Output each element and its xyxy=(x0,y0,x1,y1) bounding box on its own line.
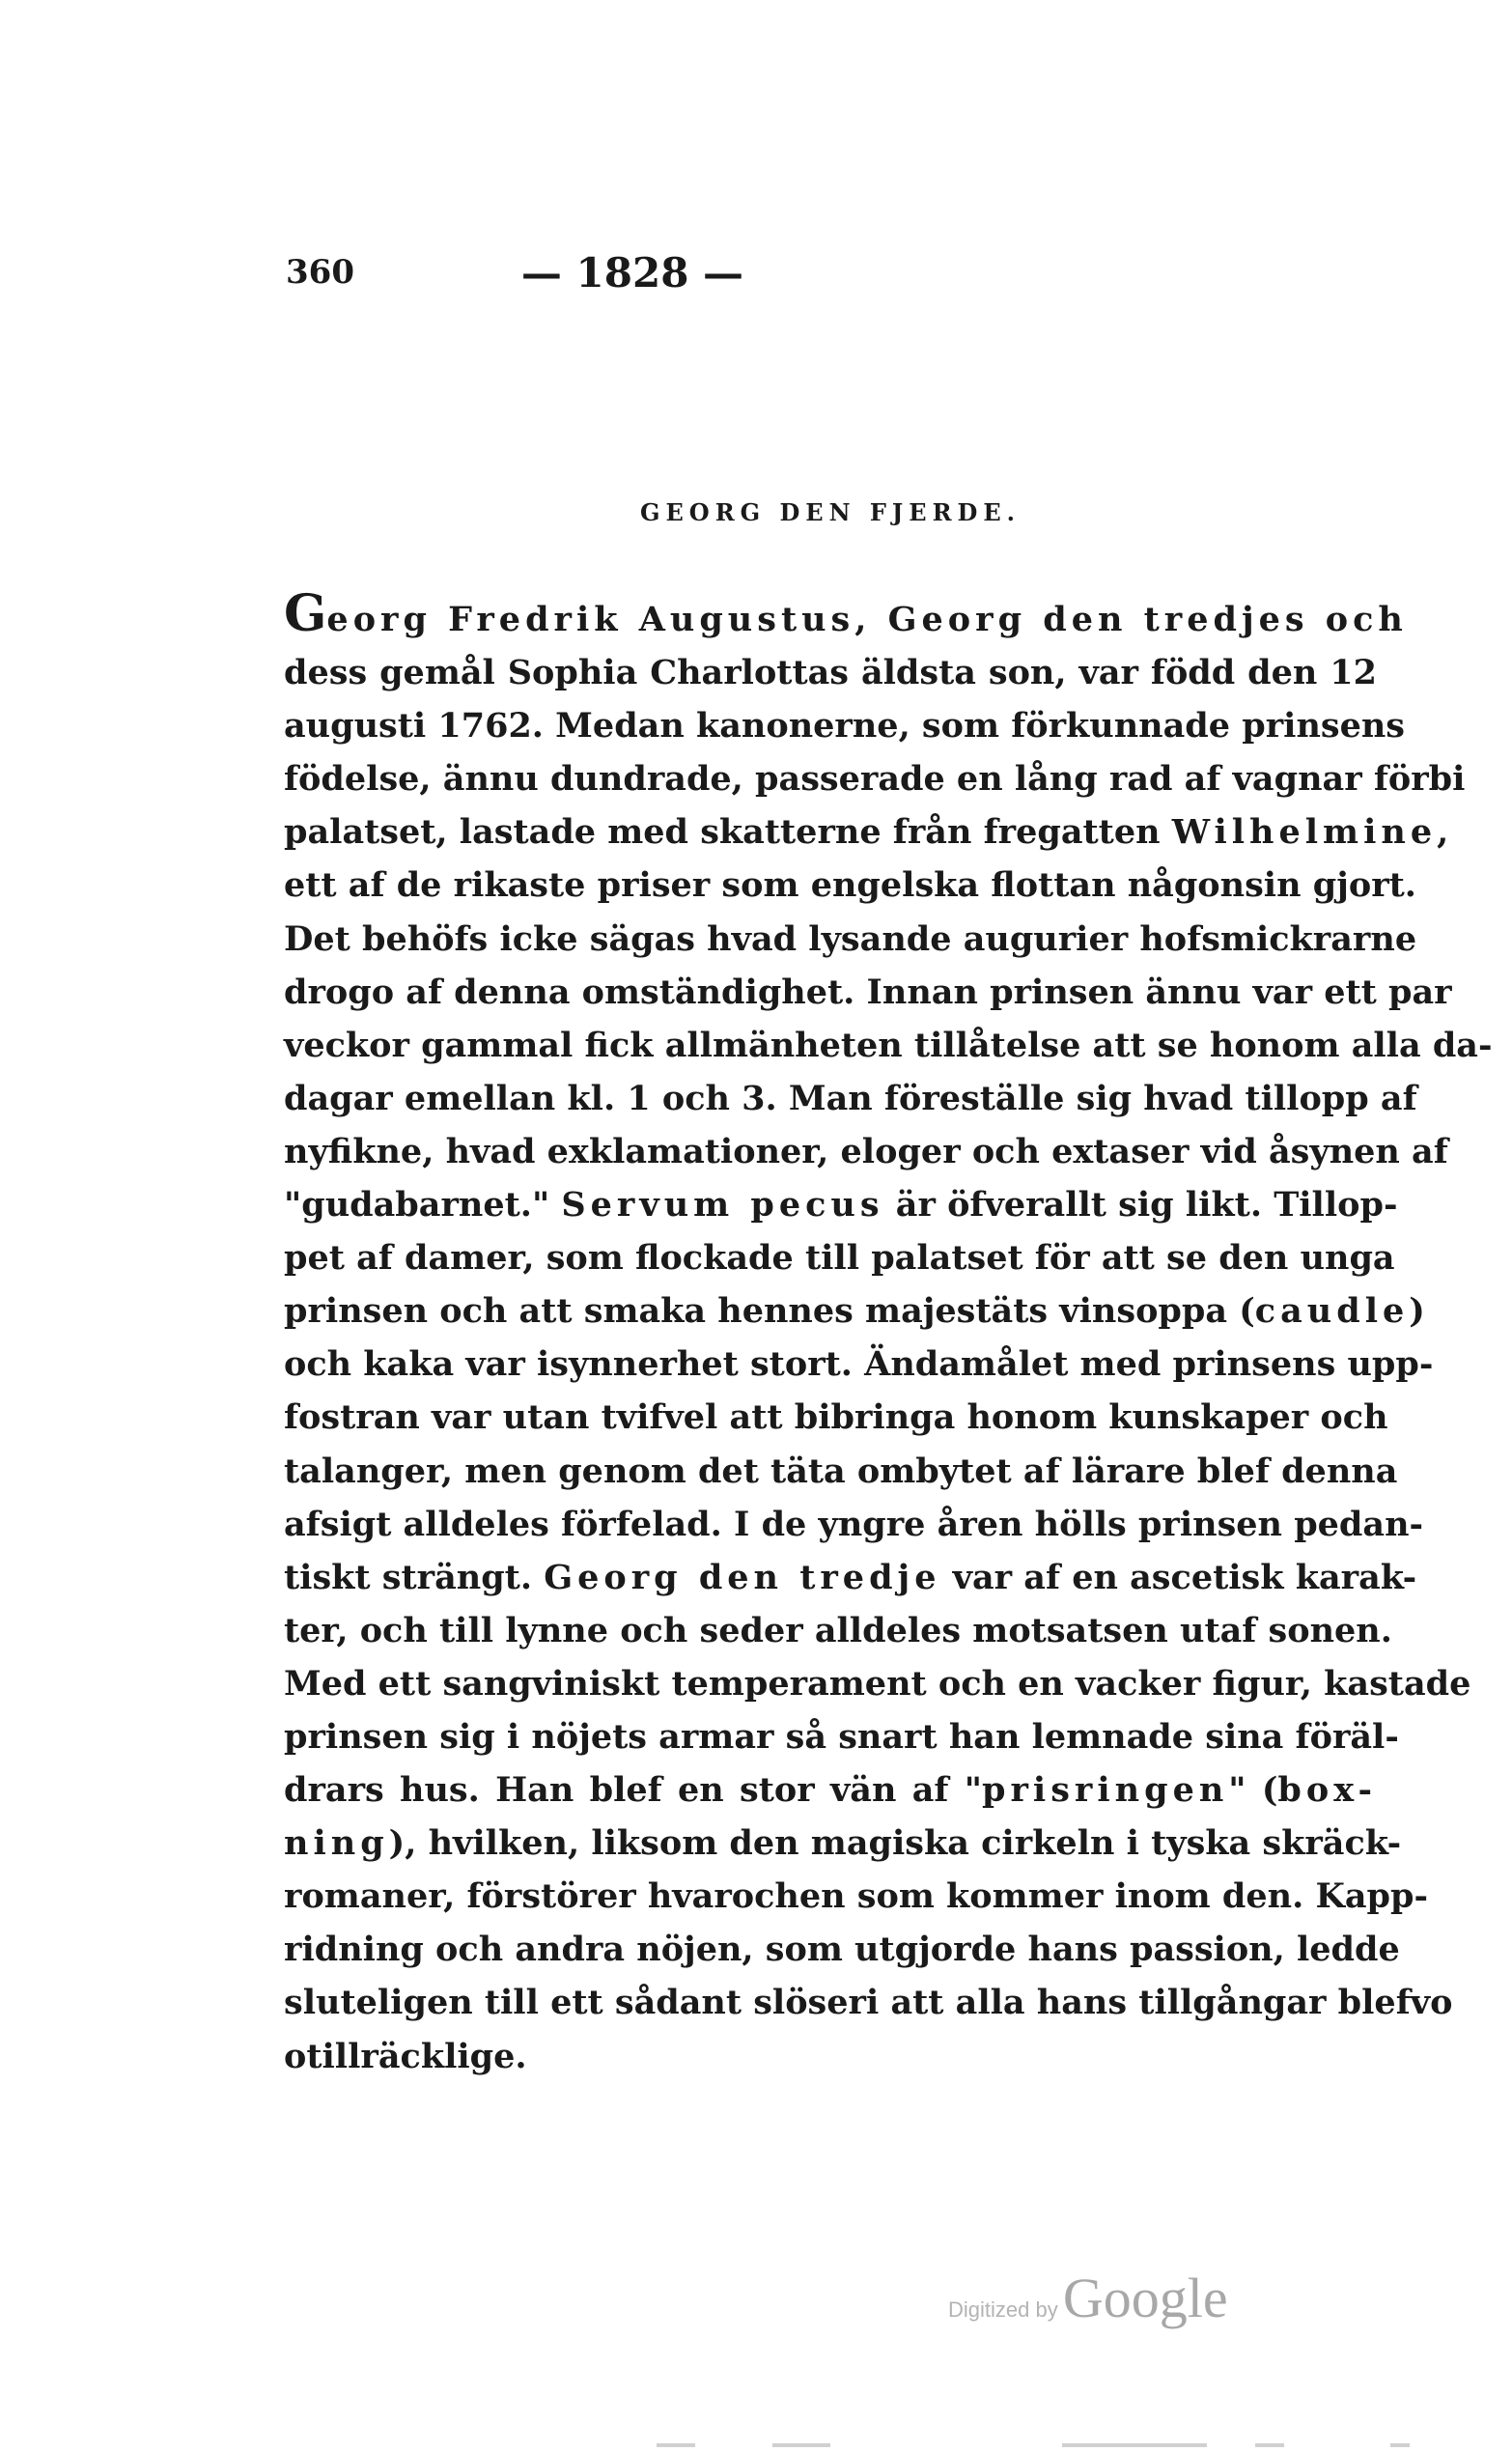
text-span: prinsen och att smaka hennes majestäts vinsoppa ( xyxy=(284,1291,1255,1332)
text-span: dess gemål Sophia Charlottas äldsta son, var född den 12 xyxy=(284,653,1377,693)
spaced-emphasis: ning xyxy=(284,1823,389,1864)
text-line xyxy=(284,1551,1417,1604)
text-line xyxy=(284,1923,1400,1976)
page-number: 360 xyxy=(286,253,354,292)
text-line xyxy=(284,805,1449,859)
text-span: var af en ascetisk karak- xyxy=(940,1557,1417,1597)
text-line xyxy=(284,1178,1398,1231)
text-span: ter, och till lynne och seder alldeles motsatsen utaf sonen. xyxy=(284,1610,1392,1650)
text-line xyxy=(284,1498,1424,1551)
text-span: eorg Fredrik Augustus, Georg den tredjes och xyxy=(326,600,1408,639)
text-span: är öfverallt sig likt. Tillop- xyxy=(883,1185,1398,1226)
drop-initial: G xyxy=(284,584,327,643)
text-span: födelse, ännu dundrade, passerade en lång rad af vagnar förbi xyxy=(284,759,1466,800)
text-line xyxy=(284,1604,1392,1657)
text-span: ), hvilken, liksom den magiska cirkeln i tyska skräck- xyxy=(388,1823,1402,1864)
text-span: nyfikne, hvad exklamationer, eloger och extaser vid åsynen af xyxy=(284,1131,1448,1171)
text-line xyxy=(284,1870,1429,1923)
text-span: ett af de rikaste priser som engelska flottan någonsin gjort. xyxy=(284,865,1416,906)
text-span: prinsen sig i nöjets armar så snart han lemnade sina föräl- xyxy=(284,1716,1399,1757)
text-span: tiskt strängt. xyxy=(284,1557,545,1597)
text-span: otillräcklige. xyxy=(284,2036,527,2076)
text-span: pet af damer, som flockade till palatset för att se den unga xyxy=(284,1238,1395,1279)
text-line xyxy=(284,752,1466,805)
text-line xyxy=(284,1710,1399,1763)
text-span: fostran var utan tvifvel att bibringa honom kunskaper och xyxy=(284,1397,1388,1438)
text-line xyxy=(284,1338,1434,1391)
spaced-emphasis: Georg den tredje xyxy=(544,1557,941,1597)
text-line xyxy=(284,1817,1402,1870)
text-span: och kaka var isynnerhet stort. Ändamålet med prinsens upp- xyxy=(284,1344,1434,1385)
text-line xyxy=(284,2030,1377,2083)
text-line xyxy=(284,966,1452,1019)
text-span: augusti 1762. Medan kanonerne, som förkunnade prinsens xyxy=(284,706,1406,747)
text-line xyxy=(284,1231,1395,1284)
text-line xyxy=(284,699,1406,752)
text-line xyxy=(284,859,1416,912)
text-span: drars hus. Han blef en stor vän af " xyxy=(284,1770,982,1811)
section-title: GEORG DEN FJERDE. xyxy=(640,498,1021,526)
text-line xyxy=(284,1284,1425,1338)
text-span: dagar emellan kl. 1 och 3. Man föreställe sig hvad tillopp af xyxy=(284,1078,1417,1118)
text-span: palatset, lastade med skatterne från fregatten xyxy=(284,812,1172,853)
text-line xyxy=(284,913,1417,966)
text-line xyxy=(284,1976,1453,2029)
spaced-emphasis: Wilhelmine xyxy=(1171,812,1438,853)
text-line xyxy=(284,1657,1471,1710)
spaced-emphasis: prisringen xyxy=(982,1770,1229,1811)
spaced-emphasis: box- xyxy=(1277,1770,1377,1811)
text-line xyxy=(284,646,1377,699)
text-span: " ( xyxy=(1228,1770,1278,1811)
text-span: romaner, förstörer hvarochen som kommer inom den. Kapp- xyxy=(284,1876,1429,1917)
text-line xyxy=(284,1072,1417,1125)
text-span: talanger, men genom det täta ombytet af lärare blef denna xyxy=(284,1451,1398,1491)
text-span: drogo af denna omständighet. Innan prinsen ännu var ett par xyxy=(284,972,1452,1012)
body-text xyxy=(284,584,1493,2083)
text-line xyxy=(284,1763,1377,1817)
text-span: ) xyxy=(1409,1291,1425,1332)
google-logo: Google xyxy=(1062,2267,1228,2329)
text-span: sluteligen till ett sådant slöseri att alla hans tillgångar blefvo xyxy=(284,1983,1453,2023)
text-line xyxy=(284,1391,1388,1444)
text-line xyxy=(284,1445,1398,1498)
text-span: Med ett sangviniskt temperament och en vacker figur, kastade xyxy=(284,1663,1471,1704)
scan-edge-artifact xyxy=(657,2443,1429,2448)
watermark-prefix: Digitized by xyxy=(948,2297,1058,2322)
text-line xyxy=(284,584,1408,646)
spaced-emphasis: Servum pecus xyxy=(561,1185,884,1226)
text-line xyxy=(284,1125,1448,1178)
digitized-watermark xyxy=(948,2266,1228,2330)
spaced-emphasis: caudle xyxy=(1254,1291,1410,1332)
text-span: , xyxy=(1437,812,1449,853)
text-span: ridning och andra nöjen, som utgjorde hans passion, ledde xyxy=(284,1930,1400,1970)
page-header xyxy=(286,249,979,301)
running-head: — 1828 — xyxy=(520,249,744,296)
text-line xyxy=(284,1019,1493,1072)
text-span: Det behöfs icke sägas hvad lysande augurier hofsmickrarne xyxy=(284,918,1417,959)
text-span: afsigt alldeles förfelad. I de yngre åren hölls prinsen pedan- xyxy=(284,1504,1424,1544)
text-span: veckor gammal fick allmänheten tillåtelse att se honom alla da- xyxy=(284,1025,1493,1065)
text-span: "gudabarnet." xyxy=(284,1185,562,1226)
